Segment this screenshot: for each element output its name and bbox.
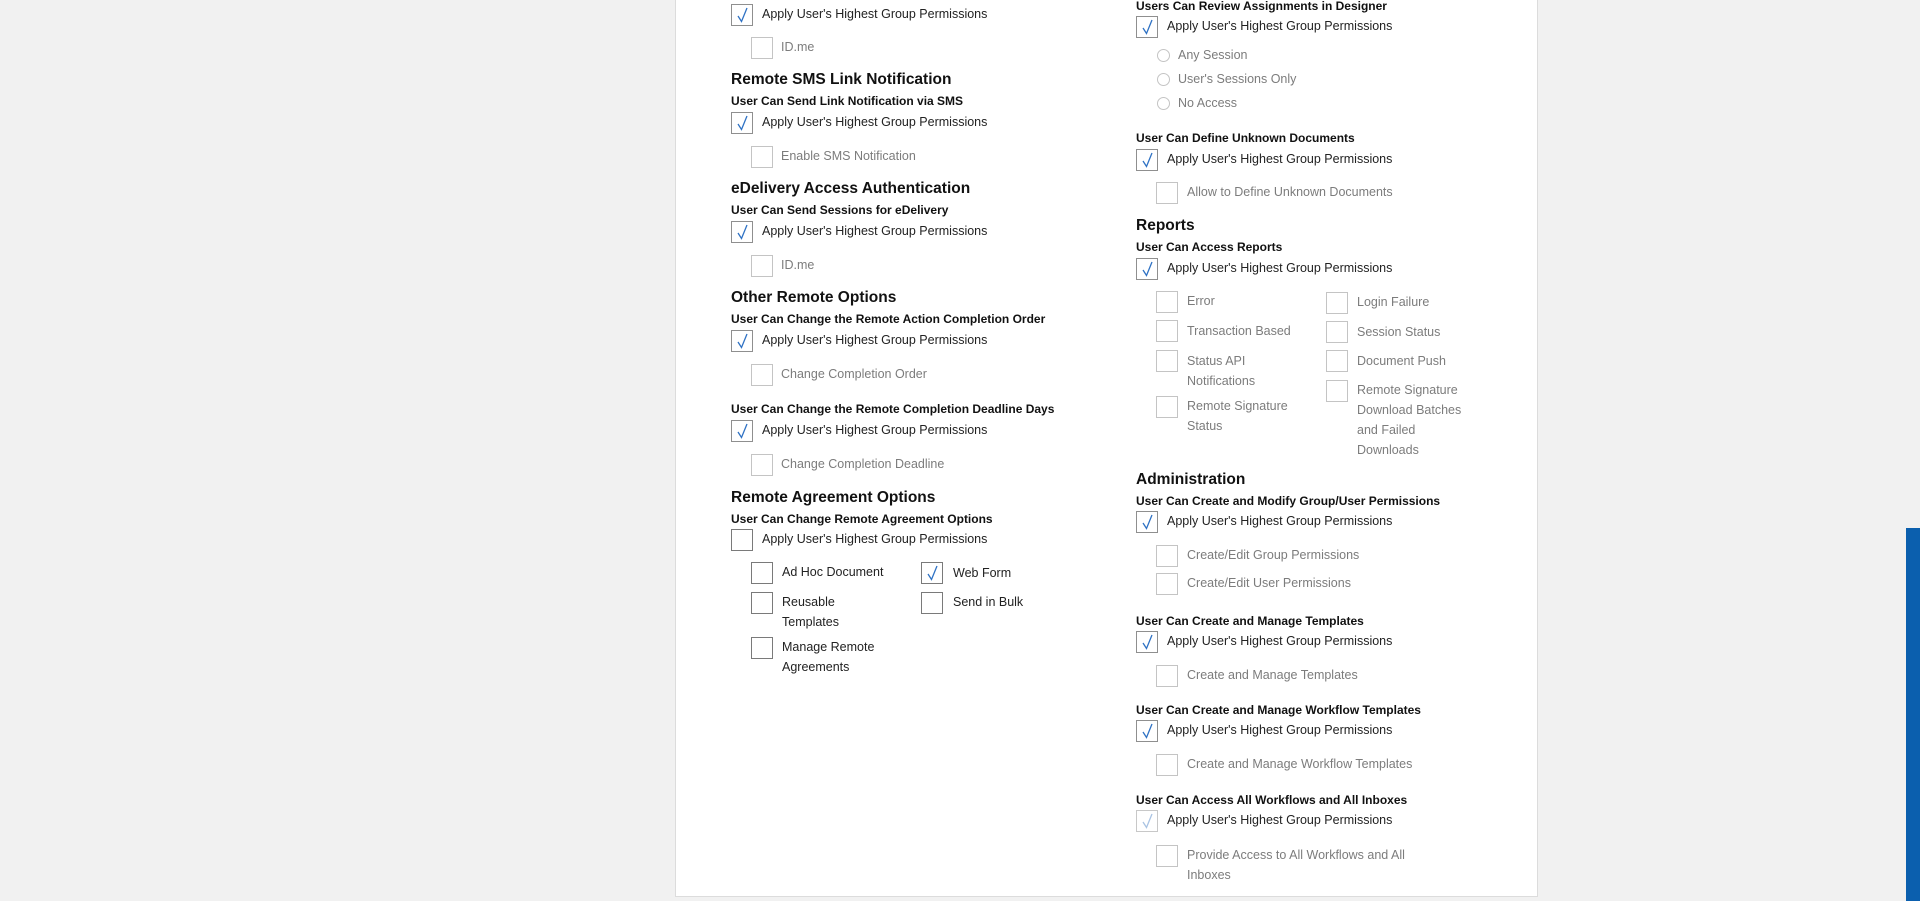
apply-label: Apply User's Highest Group Permissions <box>1167 514 1393 528</box>
apply-checkbox-completion-order[interactable] <box>731 330 753 352</box>
radio-no-access-label: No Access <box>1178 96 1238 110</box>
check-mark-icon <box>1137 150 1159 172</box>
manage-workflow-checkbox[interactable] <box>1156 754 1178 776</box>
check-mark-icon <box>732 222 754 244</box>
manage-workflow-label: Create and Manage Workflow Templates <box>1187 757 1413 771</box>
apply-checkbox-workflow[interactable] <box>1136 720 1158 742</box>
apply-checkbox-inboxes[interactable] <box>1136 810 1158 832</box>
report-remote-sig-download-label: Remote Signature Download Batches and Failed Downloads <box>1357 383 1462 457</box>
all-inboxes-checkbox[interactable] <box>1156 845 1178 867</box>
manage-agreements-label: Manage Remote Agreements <box>782 640 875 674</box>
send-in-bulk-label: Send in Bulk <box>953 595 1024 609</box>
completion-order-label: Change Completion Order <box>781 367 927 381</box>
perm-title-completion-order: User Can Change the Remote Action Completion Order <box>731 312 1046 326</box>
perm-title-templates: User Can Create and Manage Templates <box>1136 614 1364 628</box>
idme-top-checkbox[interactable] <box>751 37 773 59</box>
unknown-docs-checkbox[interactable] <box>1156 182 1178 204</box>
apply-checkbox-templates[interactable] <box>1136 631 1158 653</box>
report-remote-sig-download-checkbox[interactable] <box>1326 380 1348 402</box>
report-error-label: Error <box>1187 294 1215 308</box>
apply-label: Apply User's Highest Group Permissions <box>762 423 988 437</box>
apply-label: Apply User's Highest Group Permissions <box>762 333 988 347</box>
apply-checkbox-deadline[interactable] <box>731 420 753 442</box>
perm-title-unknown-docs: User Can Define Unknown Documents <box>1136 131 1355 145</box>
perm-title-workflow: User Can Create and Manage Workflow Templates <box>1136 703 1421 717</box>
report-error-checkbox[interactable] <box>1156 291 1178 313</box>
scrollbar-accent[interactable] <box>1906 528 1920 901</box>
check-mark-icon <box>1137 811 1159 833</box>
apply-label: Apply User's Highest Group Permissions <box>1167 152 1393 166</box>
report-session-status-checkbox[interactable] <box>1326 321 1348 343</box>
manage-templates-label: Create and Manage Templates <box>1187 668 1358 682</box>
perm-title-designer: Users Can Review Assignments in Designer <box>1136 0 1387 13</box>
report-remote-sig-status-checkbox[interactable] <box>1156 396 1178 418</box>
check-mark-icon <box>732 331 754 353</box>
apply-label: Apply User's Highest Group Permissions <box>762 224 988 238</box>
unknown-docs-label: Allow to Define Unknown Documents <box>1187 185 1393 199</box>
web-form-checkbox[interactable] <box>921 562 943 584</box>
check-mark-icon <box>1137 259 1159 281</box>
edit-group-perms-label: Create/Edit Group Permissions <box>1187 548 1360 562</box>
web-form-label: Web Form <box>953 566 1012 580</box>
apply-label: Apply User's Highest Group Permissions <box>762 532 988 546</box>
report-session-status-label: Session Status <box>1357 325 1441 339</box>
section-title-other: Other Remote Options <box>731 289 897 306</box>
manage-agreements-checkbox[interactable] <box>751 637 773 659</box>
report-status-api-label: Status API Notifications <box>1187 354 1256 388</box>
radio-users-sessions-label: User's Sessions Only <box>1178 72 1297 86</box>
check-mark-icon <box>922 563 944 585</box>
enable-sms-checkbox[interactable] <box>751 146 773 168</box>
apply-checkbox-reports[interactable] <box>1136 258 1158 280</box>
perm-title-agreement: User Can Change Remote Agreement Options <box>731 512 993 526</box>
edit-user-perms-label: Create/Edit User Permissions <box>1187 576 1351 590</box>
section-title-edelivery: eDelivery Access Authentication <box>731 180 971 197</box>
apply-label: Apply User's Highest Group Permissions <box>1167 261 1393 275</box>
apply-checkbox-idme-top[interactable] <box>731 4 753 26</box>
perm-title-reports: User Can Access Reports <box>1136 240 1283 254</box>
report-login-failure-label: Login Failure <box>1357 295 1430 309</box>
radio-no-access[interactable] <box>1157 97 1170 110</box>
check-mark-icon <box>732 113 754 135</box>
edit-user-perms-checkbox[interactable] <box>1156 573 1178 595</box>
perm-title-sms: User Can Send Link Notification via SMS <box>731 94 964 108</box>
reusable-templates-label: Reusable Templates <box>782 595 839 629</box>
report-login-failure-checkbox[interactable] <box>1326 292 1348 314</box>
apply-label: Apply User's Highest Group Permissions <box>1167 723 1393 737</box>
apply-label: Apply User's Highest Group Permissions <box>762 7 988 21</box>
perm-title-deadline: User Can Change the Remote Completion Deadline Days <box>731 402 1055 416</box>
completion-order-checkbox[interactable] <box>751 364 773 386</box>
check-mark-icon <box>732 5 754 27</box>
edelivery-idme-checkbox[interactable] <box>751 255 773 277</box>
check-mark-icon <box>1137 632 1159 654</box>
report-status-api-checkbox[interactable] <box>1156 350 1178 372</box>
adhoc-document-label: Ad Hoc Document <box>782 565 884 579</box>
check-mark-icon <box>1137 17 1159 39</box>
perm-title-edelivery: User Can Send Sessions for eDelivery <box>731 203 949 217</box>
perm-title-group-user: User Can Create and Modify Group/User Permissions <box>1136 494 1441 508</box>
enable-sms-label: Enable SMS Notification <box>781 149 916 163</box>
radio-any-session[interactable] <box>1157 49 1170 62</box>
edit-group-perms-checkbox[interactable] <box>1156 545 1178 567</box>
deadline-checkbox[interactable] <box>751 454 773 476</box>
apply-label: Apply User's Highest Group Permissions <box>1167 813 1393 827</box>
section-title-reports: Reports <box>1136 217 1195 234</box>
report-remote-sig-status-label: Remote Signature Status <box>1187 399 1288 433</box>
perm-title-inboxes: User Can Access All Workflows and All Inboxes <box>1136 793 1408 807</box>
deadline-label: Change Completion Deadline <box>781 457 945 471</box>
all-inboxes-label: Provide Access to All Workflows and All Inboxes <box>1187 848 1405 882</box>
report-document-push-checkbox[interactable] <box>1326 350 1348 372</box>
send-in-bulk-checkbox[interactable] <box>921 592 943 614</box>
apply-label: Apply User's Highest Group Permissions <box>762 115 988 129</box>
report-transaction-checkbox[interactable] <box>1156 320 1178 342</box>
section-title-administration: Administration <box>1136 471 1246 488</box>
apply-label: Apply User's Highest Group Permissions <box>1167 19 1393 33</box>
apply-label: Apply User's Highest Group Permissions <box>1167 634 1393 648</box>
radio-users-sessions[interactable] <box>1157 73 1170 86</box>
apply-checkbox-edelivery[interactable] <box>731 221 753 243</box>
idme-top-label: ID.me <box>781 40 815 54</box>
section-title-sms: Remote SMS Link Notification <box>731 71 952 88</box>
report-transaction-label: Transaction Based <box>1187 324 1291 338</box>
reusable-templates-checkbox[interactable] <box>751 592 773 614</box>
radio-any-session-label: Any Session <box>1178 48 1248 62</box>
check-mark-icon <box>732 421 754 443</box>
manage-templates-checkbox[interactable] <box>1156 665 1178 687</box>
section-title-agreement: Remote Agreement Options <box>731 489 936 506</box>
check-mark-icon <box>1137 721 1159 743</box>
adhoc-document-checkbox[interactable] <box>751 562 773 584</box>
apply-checkbox-agreement[interactable] <box>731 529 753 551</box>
apply-checkbox-designer[interactable] <box>1136 16 1158 38</box>
apply-checkbox-sms[interactable] <box>731 112 753 134</box>
apply-checkbox-group-user[interactable] <box>1136 511 1158 533</box>
edelivery-idme-label: ID.me <box>781 258 815 272</box>
apply-checkbox-unknown-docs[interactable] <box>1136 149 1158 171</box>
report-document-push-label: Document Push <box>1357 354 1446 368</box>
check-mark-icon <box>1137 512 1159 534</box>
